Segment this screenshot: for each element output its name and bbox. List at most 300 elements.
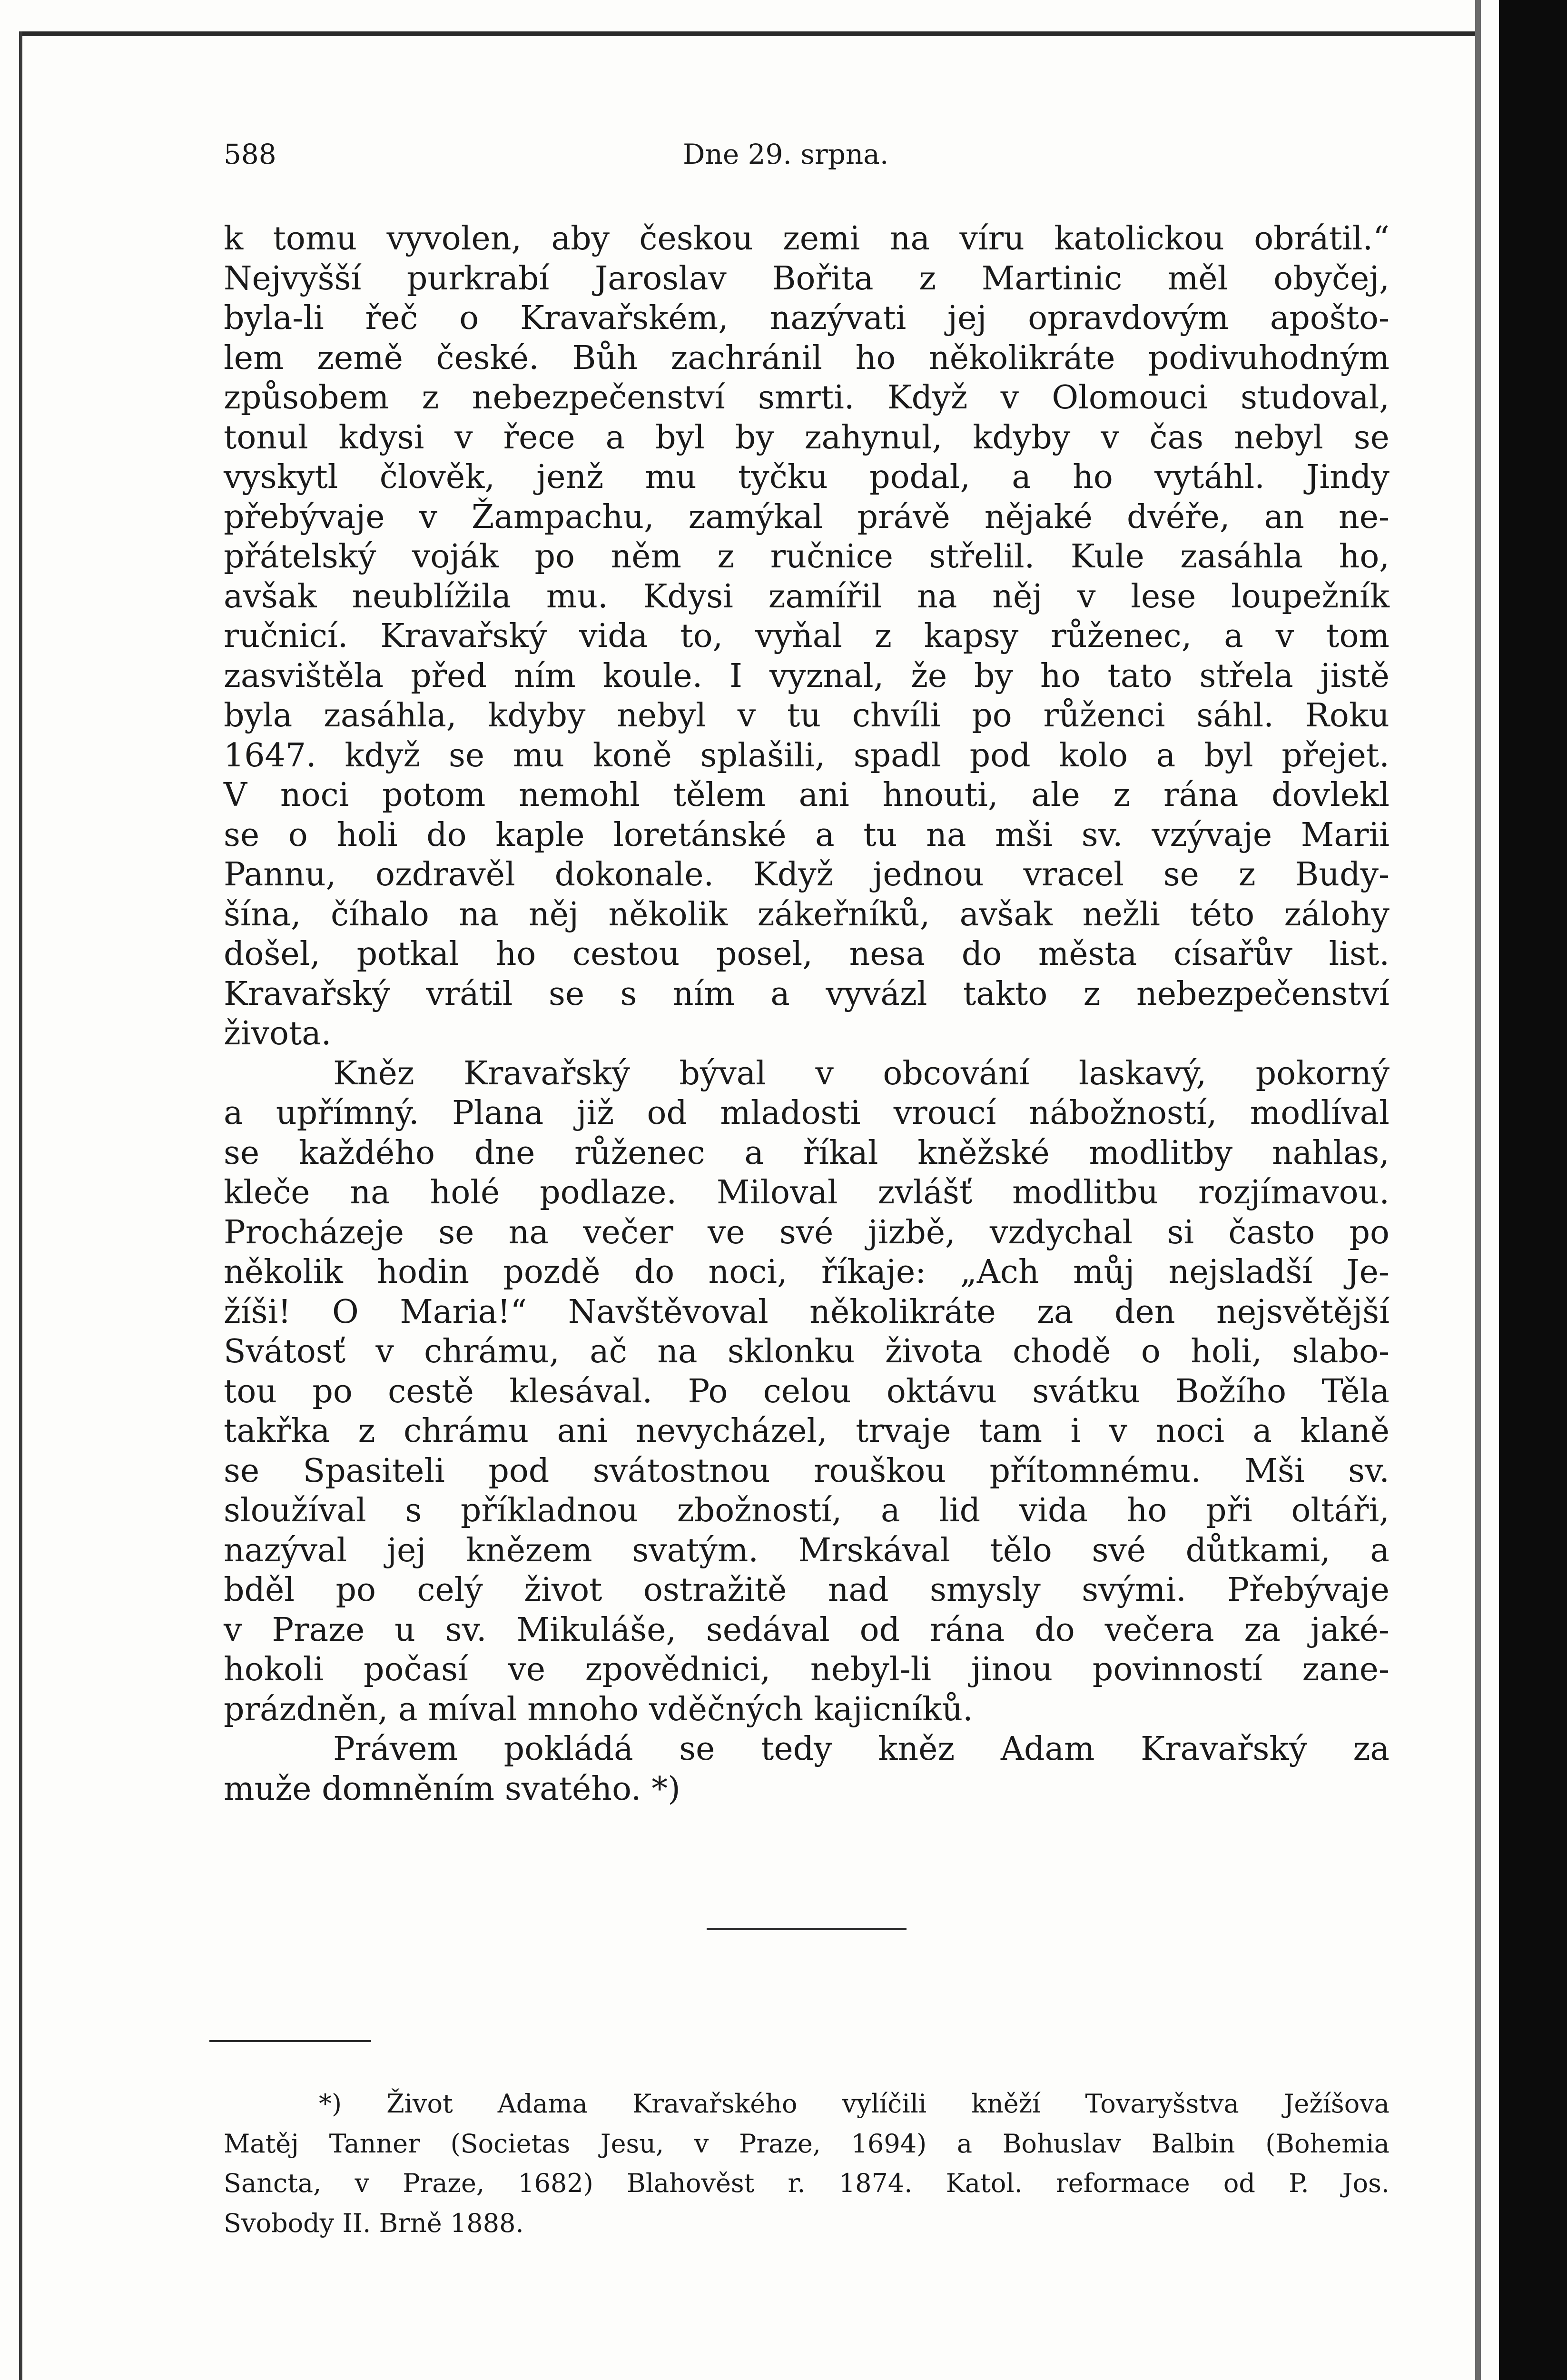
footnote <box>224 2085 1390 2244</box>
word: Matěj <box>224 2128 299 2159</box>
scan-edge-gray <box>1475 0 1481 2380</box>
scan-border-top <box>19 31 1475 36</box>
word: kaple <box>495 816 585 854</box>
word: několikráte <box>809 1293 996 1331</box>
word: císařův <box>1173 935 1292 973</box>
word: nábožností, <box>1029 1094 1217 1132</box>
word: Žampachu, <box>472 498 654 536</box>
word: byla <box>224 697 293 734</box>
word: noci, <box>708 1253 788 1291</box>
word: s <box>405 1492 422 1529</box>
text-line <box>224 1252 1390 1292</box>
word: pozdě <box>503 1253 601 1291</box>
word: tělem <box>673 776 766 814</box>
word: Těla <box>1321 1372 1390 1410</box>
word: řeč <box>365 299 418 337</box>
word: o <box>1141 1333 1161 1370</box>
word: Život <box>386 2089 453 2119</box>
footnote-line <box>224 2204 1390 2244</box>
word: 1874. <box>838 2168 913 2198</box>
word: vzdychal <box>989 1213 1133 1251</box>
word: kdyby <box>488 697 586 734</box>
word: za <box>1037 1293 1074 1331</box>
word: Kravařský <box>1141 1730 1307 1768</box>
word: (Societas <box>450 2128 571 2159</box>
word: Martinic <box>981 259 1123 298</box>
word: tam <box>979 1412 1043 1450</box>
word: jizbě, <box>867 1213 956 1251</box>
word: jistě <box>1320 657 1390 695</box>
word: Jos. <box>1342 2168 1390 2198</box>
word: byl <box>655 418 705 456</box>
word: sv. <box>1081 816 1123 854</box>
word: nebyl <box>1234 418 1323 456</box>
word: za <box>1244 1611 1281 1649</box>
word: se <box>679 1730 715 1768</box>
footnote-line <box>224 2164 1390 2204</box>
word: jej <box>947 299 987 337</box>
word: vyvolen, <box>386 220 522 258</box>
word: Kravařského <box>632 2089 798 2119</box>
word: a <box>815 816 835 854</box>
word: ním <box>513 657 576 695</box>
word: to, <box>680 617 723 655</box>
word: života <box>885 1333 983 1370</box>
word: ale <box>1031 776 1080 814</box>
word: od <box>647 1094 687 1132</box>
word: kdysi <box>338 418 424 456</box>
scan-border-left <box>19 31 22 2380</box>
word: Sancta, <box>224 2168 322 2198</box>
word: tato <box>1107 657 1173 695</box>
word: podal, <box>869 458 970 496</box>
word: k <box>224 220 244 258</box>
word: do <box>634 1253 675 1291</box>
word: by <box>974 657 1013 695</box>
word: Praze, <box>739 2128 821 2159</box>
word: mnoho <box>527 1690 639 1728</box>
word: o <box>459 299 479 337</box>
word: ozdravěl <box>375 856 515 893</box>
word: podivuhodným <box>1148 339 1390 377</box>
word: ručnicí. <box>224 617 348 655</box>
word: pokládá <box>503 1730 633 1768</box>
word: nad <box>828 1571 889 1609</box>
word: katolickou <box>1054 220 1224 258</box>
text-line <box>224 497 1390 537</box>
text-line <box>224 1173 1390 1213</box>
word: ručnice <box>770 538 893 575</box>
word: obrátil.“ <box>1254 220 1390 258</box>
word: českou <box>639 220 753 258</box>
word: v <box>737 697 756 734</box>
word: Plana <box>452 1094 544 1132</box>
word: se <box>438 1213 474 1251</box>
word: nežli <box>1082 895 1161 933</box>
word: Přebývaje <box>1227 1571 1390 1609</box>
word: na <box>350 1174 390 1211</box>
word: voják <box>412 538 499 575</box>
word: chrámu, <box>424 1333 560 1370</box>
word: chodě <box>1012 1333 1111 1370</box>
word: zvlášť <box>877 1174 973 1211</box>
word: *) <box>319 2089 342 2119</box>
word: Svátosť <box>224 1333 346 1370</box>
word: došel, <box>224 935 320 973</box>
word: čas <box>1149 418 1204 456</box>
paragraph-start-line <box>224 1054 1390 1094</box>
word: nebezpečenství <box>1136 975 1390 1013</box>
text-line <box>224 775 1390 815</box>
word: na <box>508 1213 549 1251</box>
word: muže <box>224 1770 312 1808</box>
word: růženci <box>1043 697 1165 734</box>
word: své <box>1092 1531 1146 1569</box>
word: „Ach <box>960 1253 1039 1291</box>
text-line <box>224 1133 1390 1173</box>
word: dne <box>474 1134 535 1172</box>
word: měl <box>1167 259 1228 298</box>
word: tedy <box>761 1730 832 1768</box>
word: své <box>779 1213 834 1251</box>
word: po <box>534 538 575 575</box>
word: spadl <box>853 736 941 774</box>
word: ani <box>557 1412 608 1450</box>
word: z <box>717 538 735 575</box>
footnote-rule <box>209 2040 371 2042</box>
word: a <box>1224 617 1243 655</box>
word: smrti. <box>758 379 855 416</box>
word: mu <box>512 736 565 774</box>
word: s <box>620 975 637 1013</box>
word: zamířil <box>768 577 882 615</box>
word: Balbin <box>1151 2128 1235 2159</box>
text-line <box>224 696 1390 736</box>
word: zbožností, <box>677 1492 842 1529</box>
word: z <box>874 617 892 655</box>
word: lid <box>939 1492 981 1529</box>
word: v <box>454 418 473 456</box>
word: kolo <box>1059 736 1128 774</box>
word: mu. <box>546 577 608 615</box>
word: avšak <box>959 895 1053 933</box>
word: ním <box>672 975 735 1013</box>
word: kněží <box>971 2089 1041 2119</box>
word: Mikuláše, <box>516 1611 676 1649</box>
word: ač <box>590 1333 627 1370</box>
word: tyčku <box>738 458 828 496</box>
word: počasí <box>364 1651 468 1688</box>
word: Tovaryšstva <box>1085 2089 1239 2119</box>
word: laskavý, <box>1078 1054 1207 1092</box>
word: v <box>1109 1412 1128 1450</box>
paragraph-end-line <box>224 1769 1390 1809</box>
word: ne- <box>1338 498 1390 536</box>
word: dokonale. <box>554 856 714 893</box>
word: víru <box>959 220 1025 258</box>
word: modlitby <box>1089 1134 1233 1172</box>
word: I <box>729 657 742 695</box>
word: podlaze. <box>540 1174 677 1211</box>
word: Procházeje <box>224 1213 404 1251</box>
word: by <box>735 418 774 456</box>
word: rozjímavou. <box>1198 1174 1390 1211</box>
word: koně <box>592 736 672 774</box>
text-line <box>224 1213 1390 1253</box>
word: ostražitě <box>643 1571 787 1609</box>
word: vděčných <box>649 1690 804 1728</box>
word: oltáři, <box>1291 1492 1390 1529</box>
word: v <box>375 1333 394 1370</box>
word: zákeřníků, <box>757 895 930 933</box>
word: kajicníků. <box>813 1690 973 1728</box>
word: r. <box>788 2168 806 2198</box>
word: vytáhl. <box>1154 458 1265 496</box>
word: Právem <box>333 1730 458 1768</box>
word: v <box>1077 577 1096 615</box>
word: růženec <box>574 1134 705 1172</box>
word: zamýkal <box>688 498 823 536</box>
word: střela <box>1199 657 1293 695</box>
word: vyskytl <box>224 458 338 496</box>
word: Adama <box>497 2089 588 2119</box>
word: smysly <box>929 1571 1041 1609</box>
text-line <box>224 974 1390 1014</box>
word: celou <box>763 1372 851 1410</box>
word: na <box>889 220 930 258</box>
word: prázdněn, <box>224 1690 388 1728</box>
word: po <box>1349 1213 1390 1251</box>
word: v <box>355 2168 369 2198</box>
word: této <box>1190 895 1255 933</box>
word: v <box>1275 617 1294 655</box>
word: nebyl <box>617 697 706 734</box>
word: Jesu, <box>600 2128 664 2159</box>
word: vylíčili <box>842 2089 927 2119</box>
word: z <box>1113 776 1131 814</box>
word: vida <box>1019 1492 1088 1529</box>
word: O <box>332 1293 359 1331</box>
word: nejsladší <box>1168 1253 1313 1291</box>
word: opravdovým <box>1028 299 1229 337</box>
word: se <box>1353 418 1390 456</box>
word: o <box>288 816 308 854</box>
text-line <box>224 1292 1390 1332</box>
word: a <box>1370 1531 1390 1569</box>
word: Brně <box>379 2208 442 2238</box>
word: právě <box>857 498 950 536</box>
word: zasáhla <box>1180 538 1303 575</box>
word: byla-li <box>224 299 324 337</box>
text-line <box>224 1093 1390 1133</box>
word: po <box>972 697 1012 734</box>
word: pod <box>488 1452 550 1490</box>
word: býval <box>679 1054 767 1092</box>
text-line <box>224 1610 1390 1650</box>
word: po <box>312 1372 353 1410</box>
word: ho <box>1126 1492 1167 1529</box>
word: vyznal, <box>769 657 884 695</box>
word: potom <box>382 776 486 814</box>
word: mši <box>995 816 1053 854</box>
word: reformace <box>1055 2168 1190 2198</box>
word: (Bohemia <box>1265 2128 1390 2159</box>
word: Marii <box>1301 816 1390 854</box>
word: nesa <box>849 935 926 973</box>
word: lem <box>224 339 284 377</box>
word: ve <box>508 1651 546 1688</box>
word: pod <box>969 736 1031 774</box>
word: něj <box>992 577 1043 615</box>
word: na <box>459 895 499 933</box>
word: Navštěvoval <box>568 1293 769 1331</box>
word: upřímný. <box>276 1094 419 1132</box>
word: se <box>448 736 485 774</box>
word: zpovědnici, <box>585 1651 771 1688</box>
word: domněním <box>322 1770 495 1808</box>
word: Pannu, <box>224 856 336 893</box>
word: číhalo <box>331 895 429 933</box>
word: dvéře, <box>1126 498 1230 536</box>
word: nejsvětější <box>1216 1293 1390 1331</box>
word: sv. <box>1348 1452 1390 1490</box>
word: šína, <box>224 895 301 933</box>
word: tu <box>787 697 821 734</box>
word: sv. <box>445 1611 487 1649</box>
word: z <box>358 1412 375 1450</box>
word: mladosti <box>720 1094 861 1132</box>
word: neublížila <box>352 577 512 615</box>
word: do <box>1035 1611 1075 1649</box>
word: takto <box>963 975 1048 1013</box>
paragraph-start-line <box>224 1729 1390 1769</box>
word: trvaje <box>856 1412 951 1450</box>
word: Ježíšova <box>1283 2089 1390 2119</box>
word: dovlekl <box>1271 776 1390 814</box>
word: české. <box>436 339 539 377</box>
word: rána <box>1163 776 1239 814</box>
word: člověk, <box>379 458 495 496</box>
text-line <box>224 1570 1390 1610</box>
word: Svobody <box>224 2208 335 2238</box>
word: povinností <box>1092 1651 1262 1688</box>
word: do <box>961 935 1002 973</box>
word: se <box>224 816 260 854</box>
word: a <box>770 975 790 1013</box>
word: sáhl. <box>1196 697 1274 734</box>
word: tělo <box>990 1531 1052 1569</box>
word: holé <box>430 1174 500 1211</box>
word: Kněz <box>333 1054 414 1092</box>
word: pokorný <box>1255 1054 1390 1092</box>
word: v <box>815 1054 834 1092</box>
word: Kravařský <box>463 1054 630 1092</box>
word: Blahověst <box>627 2168 755 2198</box>
word: na <box>917 577 957 615</box>
word: vroucí <box>893 1094 996 1132</box>
word: Adam <box>1000 1730 1095 1768</box>
word: se <box>224 1452 260 1490</box>
word: v <box>224 1611 242 1649</box>
running-title: Dne 29. srpna. <box>683 138 889 170</box>
word: posel, <box>716 935 813 973</box>
word: Kdysi <box>643 577 733 615</box>
word: nevycházel, <box>636 1412 828 1450</box>
word: loupežník <box>1231 577 1390 615</box>
word: vrátil <box>426 975 513 1013</box>
word: říkaje: <box>821 1253 926 1291</box>
word: ho <box>495 935 536 973</box>
word: a <box>398 1690 418 1728</box>
body-text <box>224 219 1390 1809</box>
text-line <box>224 895 1390 935</box>
word: *) <box>651 1770 680 1808</box>
word: splašili, <box>700 736 826 774</box>
word: klaně <box>1300 1412 1390 1450</box>
word: 1647. <box>224 736 316 774</box>
word: od <box>1223 2168 1255 2198</box>
word: jinou <box>971 1651 1053 1688</box>
word: svátostnou <box>592 1452 770 1490</box>
word: avšak <box>224 577 317 615</box>
word: apošto- <box>1270 299 1390 337</box>
word: holi <box>336 816 398 854</box>
text-line <box>224 378 1390 418</box>
word: z <box>1083 975 1101 1013</box>
text-line <box>224 1451 1390 1491</box>
word: vracel <box>1023 856 1124 893</box>
word: koule. <box>602 657 703 695</box>
word: obcování <box>883 1054 1030 1092</box>
word: hnouti, <box>882 776 998 814</box>
word: něj <box>528 895 579 933</box>
word: z <box>422 379 439 416</box>
word: i <box>1070 1412 1081 1450</box>
word: a <box>956 2128 973 2159</box>
word: v <box>1000 379 1019 416</box>
word: svátku <box>1032 1372 1140 1410</box>
word: hodin <box>377 1253 469 1291</box>
word: an <box>1264 498 1304 536</box>
word: kleče <box>224 1174 310 1211</box>
text-line <box>224 1411 1390 1451</box>
word: byl <box>1203 736 1253 774</box>
word: Budy- <box>1295 856 1390 893</box>
word: Bohuslav <box>1002 2128 1122 2159</box>
word: Nejvyšší <box>224 259 362 298</box>
text-line <box>224 1332 1390 1372</box>
word: ani <box>798 776 849 814</box>
word: můj <box>1073 1253 1135 1291</box>
word: aby <box>551 220 610 258</box>
word: zasvištěla <box>224 657 384 695</box>
word: přejet. <box>1281 736 1390 774</box>
word: příkladnou <box>460 1492 639 1529</box>
section-divider <box>707 1928 907 1930</box>
word: z <box>919 259 936 298</box>
text-line <box>224 537 1390 577</box>
word: jenž <box>536 458 604 496</box>
text-line <box>224 616 1390 656</box>
word: sloužíval <box>224 1492 366 1529</box>
word: Bůh <box>572 339 638 377</box>
text-line <box>224 736 1390 776</box>
word: každého <box>298 1134 435 1172</box>
word: přítomnému. <box>989 1452 1201 1490</box>
word: chvíli <box>852 697 941 734</box>
word: slabo- <box>1292 1333 1390 1370</box>
paragraph-end-line <box>224 1690 1390 1730</box>
